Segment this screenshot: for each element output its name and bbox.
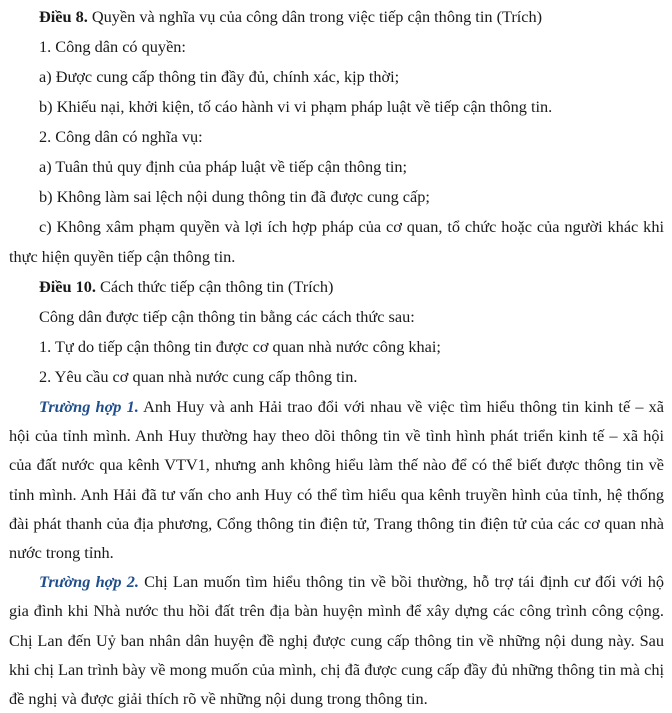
- duty-c: c) Không xâm phạm quyền và lợi ích hợp pháp của cơ quan, tổ chức hoặc của người khác khi thực hiện quyền tiếp cận thông tin.: [9, 217, 664, 266]
- right-b: b) Khiếu nại, khởi kiện, tố cáo hành vi vi phạm pháp luật về tiếp cận thông tin.: [39, 97, 553, 116]
- case-1-paragraph: [9, 392, 664, 567]
- article-8-title: Quyền và nghĩa vụ của công dân trong việc tiếp cận thông tin (Trích): [87, 7, 543, 26]
- article-10-item-1: 1. Tự do tiếp cận thông tin được cơ quan nhà nước công khai;: [39, 337, 441, 356]
- article-10-intro: Công dân được tiếp cận thông tin bằng các cách thức sau:: [39, 307, 415, 326]
- right-a: a) Được cung cấp thông tin đầy đủ, chính xác, kịp thời;: [39, 67, 400, 86]
- article-10-label: Điều 10.: [39, 277, 96, 296]
- rights-heading: 1. Công dân có quyền:: [39, 37, 186, 56]
- case-2-label: Trường hợp 2.: [39, 572, 139, 592]
- article-8-heading: [9, 2, 664, 32]
- case-1-text: Anh Huy và anh Hải trao đổi với nhau về việc tìm hiểu thông tin kinh tế – xã hội của tỉnh mình. Anh Huy thường hay theo dõi thông tin về tình hình phát triển kinh tế – xã hội của đất nước qua kênh VTV1, nhưng anh không hiểu làm thế nào để có thể biết được thông tin về tỉnh mình. Anh Hải đã tư vấn cho anh Huy có thể tìm hiểu qua kênh truyền hình của tỉnh, hệ thống đài phát thanh của địa phương, Cổng thông tin điện tử, Trang thông tin điện tử của các cơ quan nhà nước trong tỉnh.: [9, 397, 664, 563]
- duty-a: a) Tuân thủ quy định của pháp luật về tiếp cận thông tin;: [39, 157, 408, 176]
- case-2-paragraph: [9, 567, 664, 713]
- duty-b: b) Không làm sai lệch nội dung thông tin đã được cung cấp;: [39, 187, 430, 206]
- article-8-label: Điều 8.: [39, 7, 88, 26]
- duties-heading: 2. Công dân có nghĩa vụ:: [39, 127, 203, 146]
- case-2-text: Chị Lan muốn tìm hiểu thông tin về bồi thường, hỗ trợ tái định cư đối với hộ gia đình khi Nhà nước thu hồi đất trên địa bàn huyện mình để xây dựng các công trình công cộng. Chị Lan đến Uỷ ban nhân dân huyện đề nghị được cung cấp thông tin về những nội dung này. Sau khi chị Lan trình bày về mong muốn của mình, chị đã được cung cấp đầy đủ những thông tin mà chị đề nghị và được giải thích rõ về những nội dung trong thông tin.: [9, 572, 664, 709]
- article-10-title: Cách thức tiếp cận thông tin (Trích): [95, 277, 334, 296]
- case-1-label: Trường hợp 1.: [39, 397, 139, 416]
- article-10-heading: [9, 272, 664, 302]
- article-10-item-2: 2. Yêu cầu cơ quan nhà nước cung cấp thông tin.: [39, 367, 358, 386]
